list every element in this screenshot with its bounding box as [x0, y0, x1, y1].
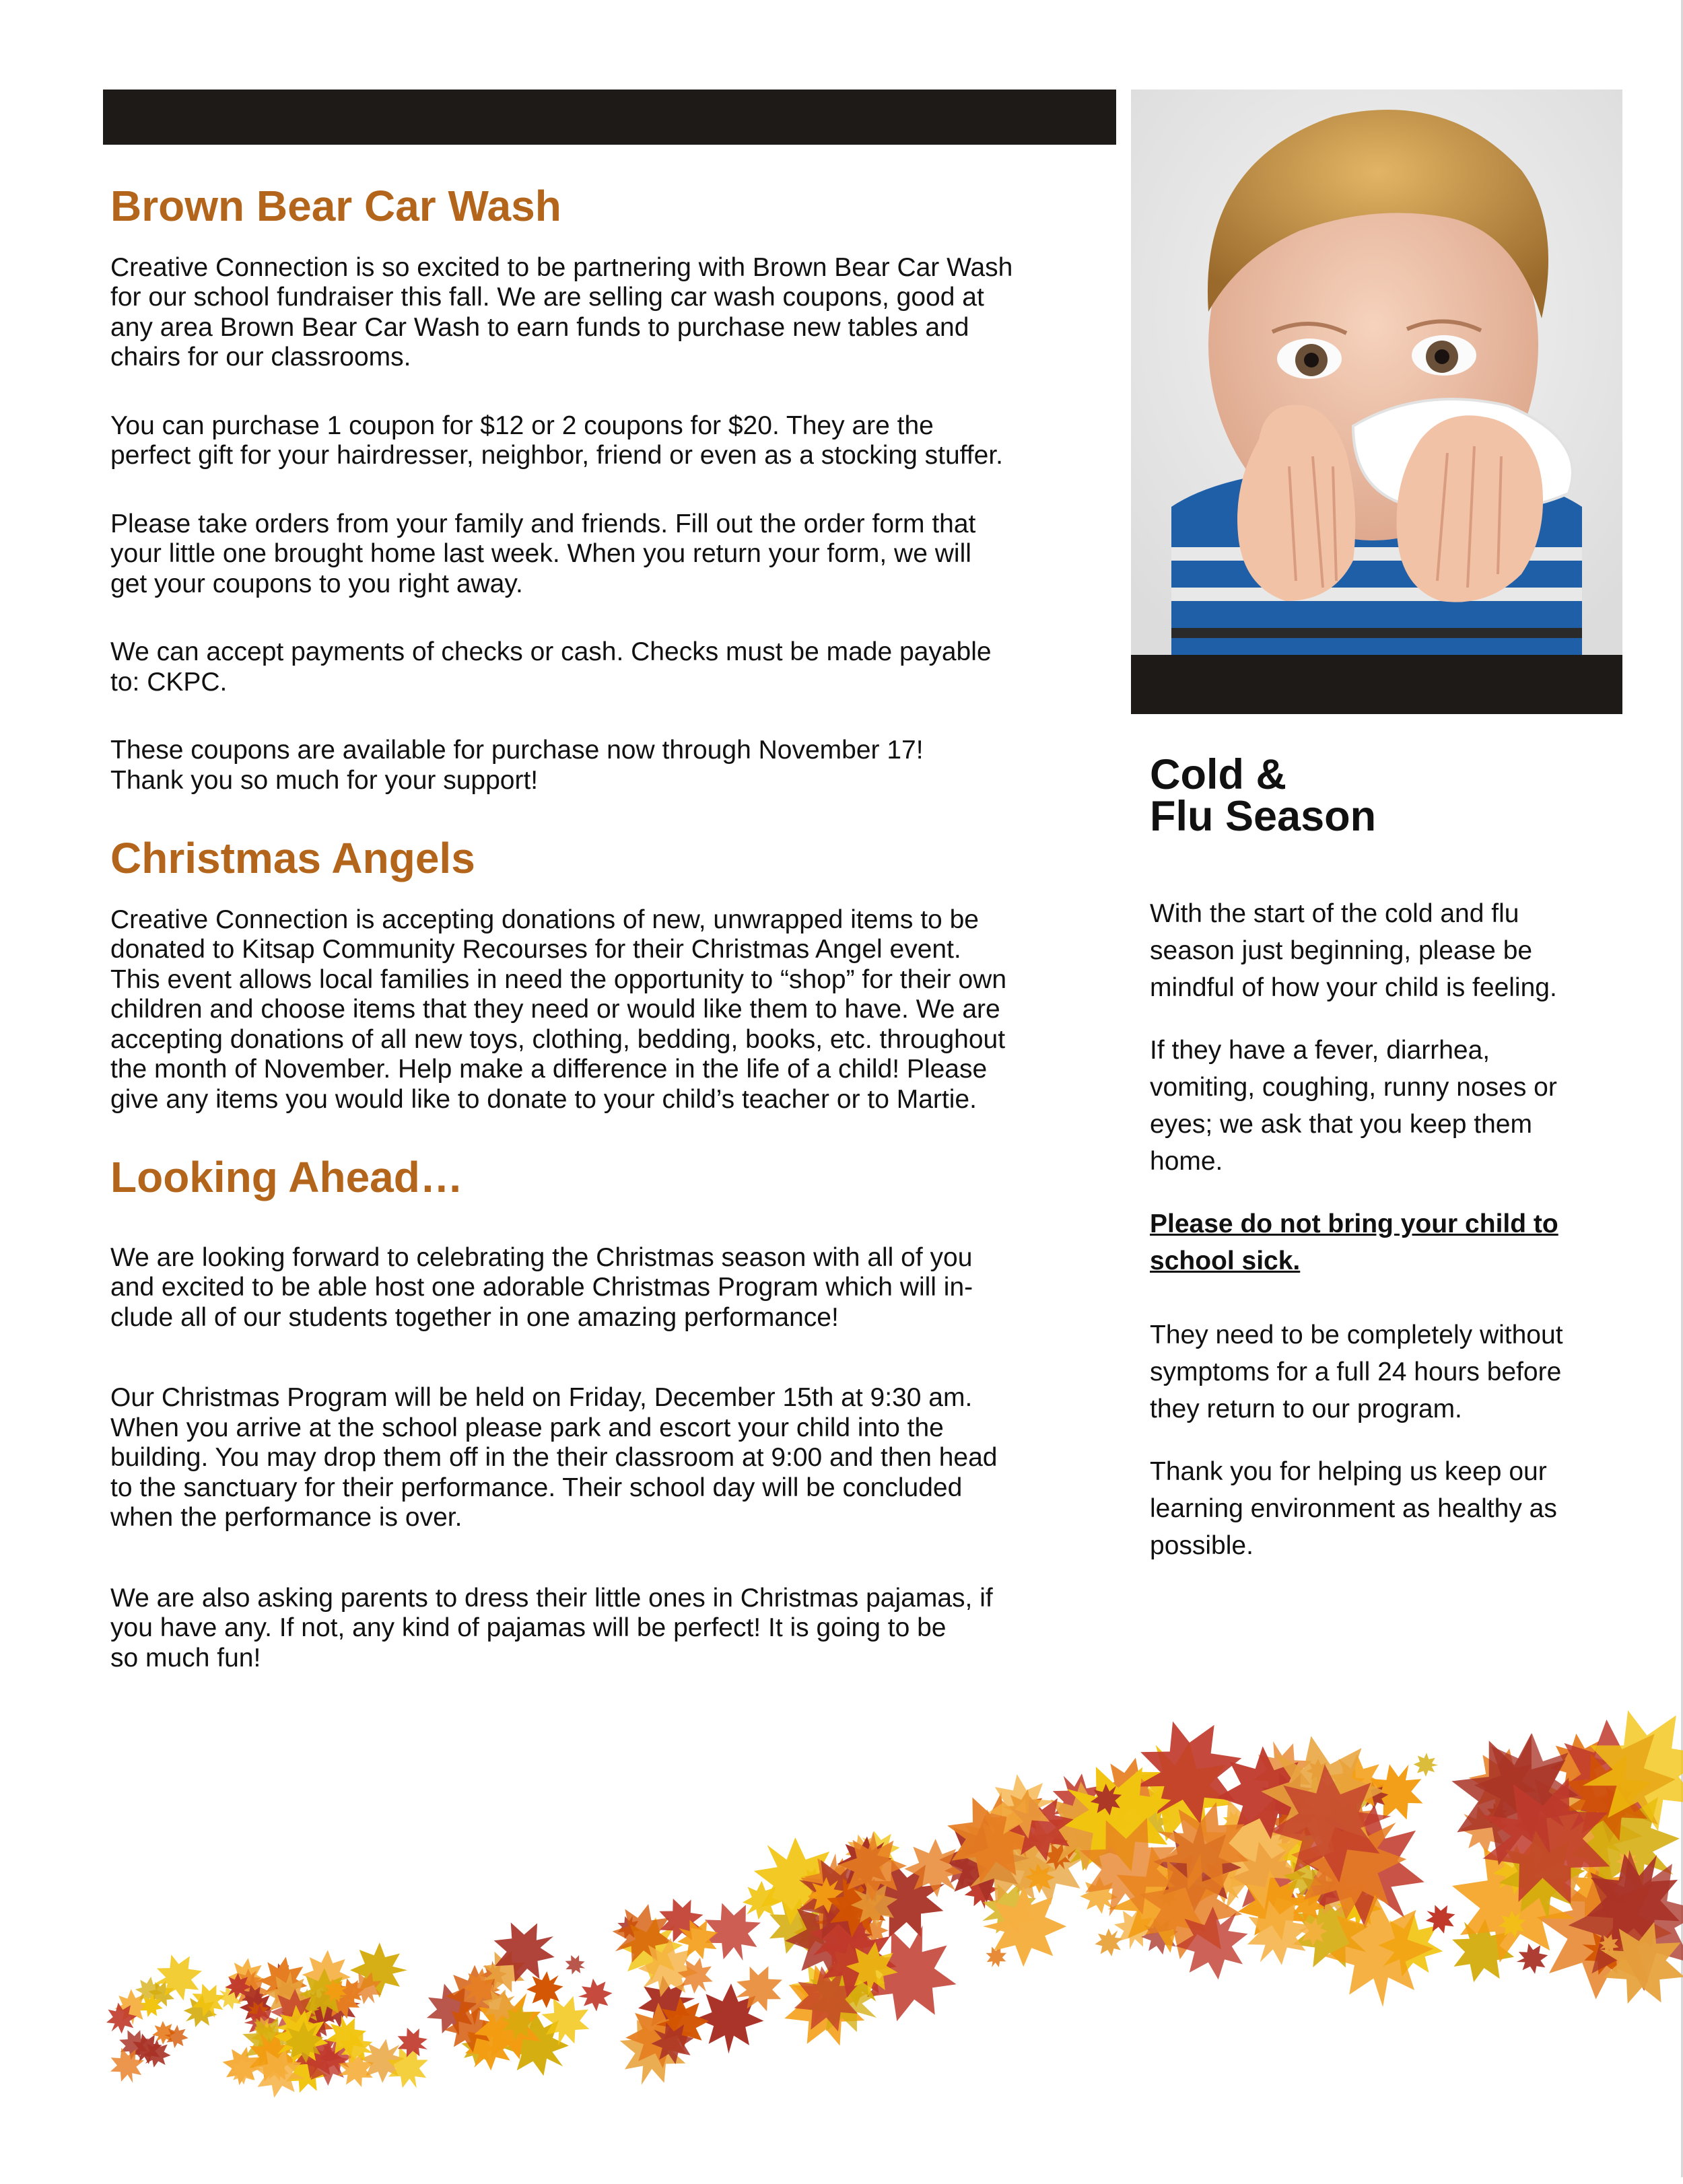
paragraph: We can accept payments of checks or cash. Checks must be made payable to: CKPC.	[110, 637, 992, 697]
section-car-wash	[110, 182, 1066, 796]
paragraph: We are also asking parents to dress their little ones in Christmas pajamas, if you have any. If not, any kind of pajamas will be perfect! It is going to be so much fun!	[110, 1583, 993, 1672]
sidebar-paragraph: If they have a fever, diarrhea, vomiting, coughing, runny noses or eyes; we ask that you keep them home.	[1150, 1036, 1557, 1176]
sidebar-paragraph: Thank you for helping us keep our learning environment as healthy as possible.	[1150, 1457, 1557, 1560]
main-column	[110, 182, 1066, 1712]
paragraph: You can purchase 1 coupon for $12 or 2 coupons for $20. They are the perfect gift for your hairdresser, neighbor, friend or even as a stocking stuffer.	[110, 411, 1003, 470]
child-photo	[1131, 90, 1622, 655]
section-title-looking-ahead: Looking Ahead…	[110, 1153, 463, 1202]
leaf-shape	[561, 1951, 588, 1978]
section-looking-ahead	[110, 1153, 1066, 1673]
child-blowing-nose-illustration	[1131, 90, 1622, 655]
paragraph: Please take orders from your family and friends. Fill out the order form that your little one brought home last week. When you return your form, we will get your coupons to you right away.	[110, 509, 976, 598]
leaf-shape	[576, 1977, 614, 2013]
leaves-illustration	[94, 1642, 1683, 2181]
sidebar-paragraph: They need to be completely without symptoms for a full 24 hours before they return to our program.	[1150, 1320, 1563, 1423]
sidebar-title: Cold & Flu Season	[1150, 751, 1377, 840]
paragraph: Our Christmas Program will be held on Friday, December 15th at 9:30 am. When you arrive at the school please park and escort your child into the building. You may drop them off in the their classroom at 9:00 and then head to the sanctuary for their performance. Their school day will be concluded when the performance is over.	[110, 1383, 998, 1533]
paragraph: Creative Connection is accepting donations of new, unwrapped items to be donated to Kitsap Community Recourses for their Christmas Angel event. This event allows local families in need the opportunity to “shop” for their own children and choose items that they need or would like them to have. We are accepting donations of all new toys, clothing, bedding, books, etc. throughout the month of November. Help make a difference in the life of a child! Please give any items you would like to donate to your child’s teacher or to Martie.	[110, 905, 1007, 1114]
sidebar-paragraph: With the start of the cold and flu season just beginning, please be mindful of how your child is feeling.	[1150, 899, 1557, 1002]
sidebar	[1150, 751, 1594, 1590]
header-bar	[103, 90, 1116, 145]
paragraph: These coupons are available for purchase now through November 17! Thank you so much for your support!	[110, 736, 924, 795]
section-title-christmas-angels: Christmas Angels	[110, 834, 475, 883]
sidebar-warning: Please do not bring your child to school sick.	[1150, 1209, 1558, 1275]
leaf-shape	[1413, 1753, 1439, 1777]
paragraph: Creative Connection is so excited to be partnering with Brown Bear Car Wash for our school fundraiser this fall. We are selling car wash coupons, good at any area Brown Bear Car Wash to earn funds to purchase new tables and chairs for our classrooms.	[110, 252, 1013, 372]
paragraph: We are looking forward to celebrating the Christmas season with all of you and excited to be able host one adorable Christmas Program which will in- clude all of our students together in one amazing performance!	[110, 1242, 973, 1332]
section-title-car-wash: Brown Bear Car Wash	[110, 182, 561, 230]
photo-caption-bar	[1131, 655, 1622, 714]
autumn-leaves-decoration	[94, 1642, 1683, 2181]
section-christmas-angels	[110, 834, 1066, 1115]
